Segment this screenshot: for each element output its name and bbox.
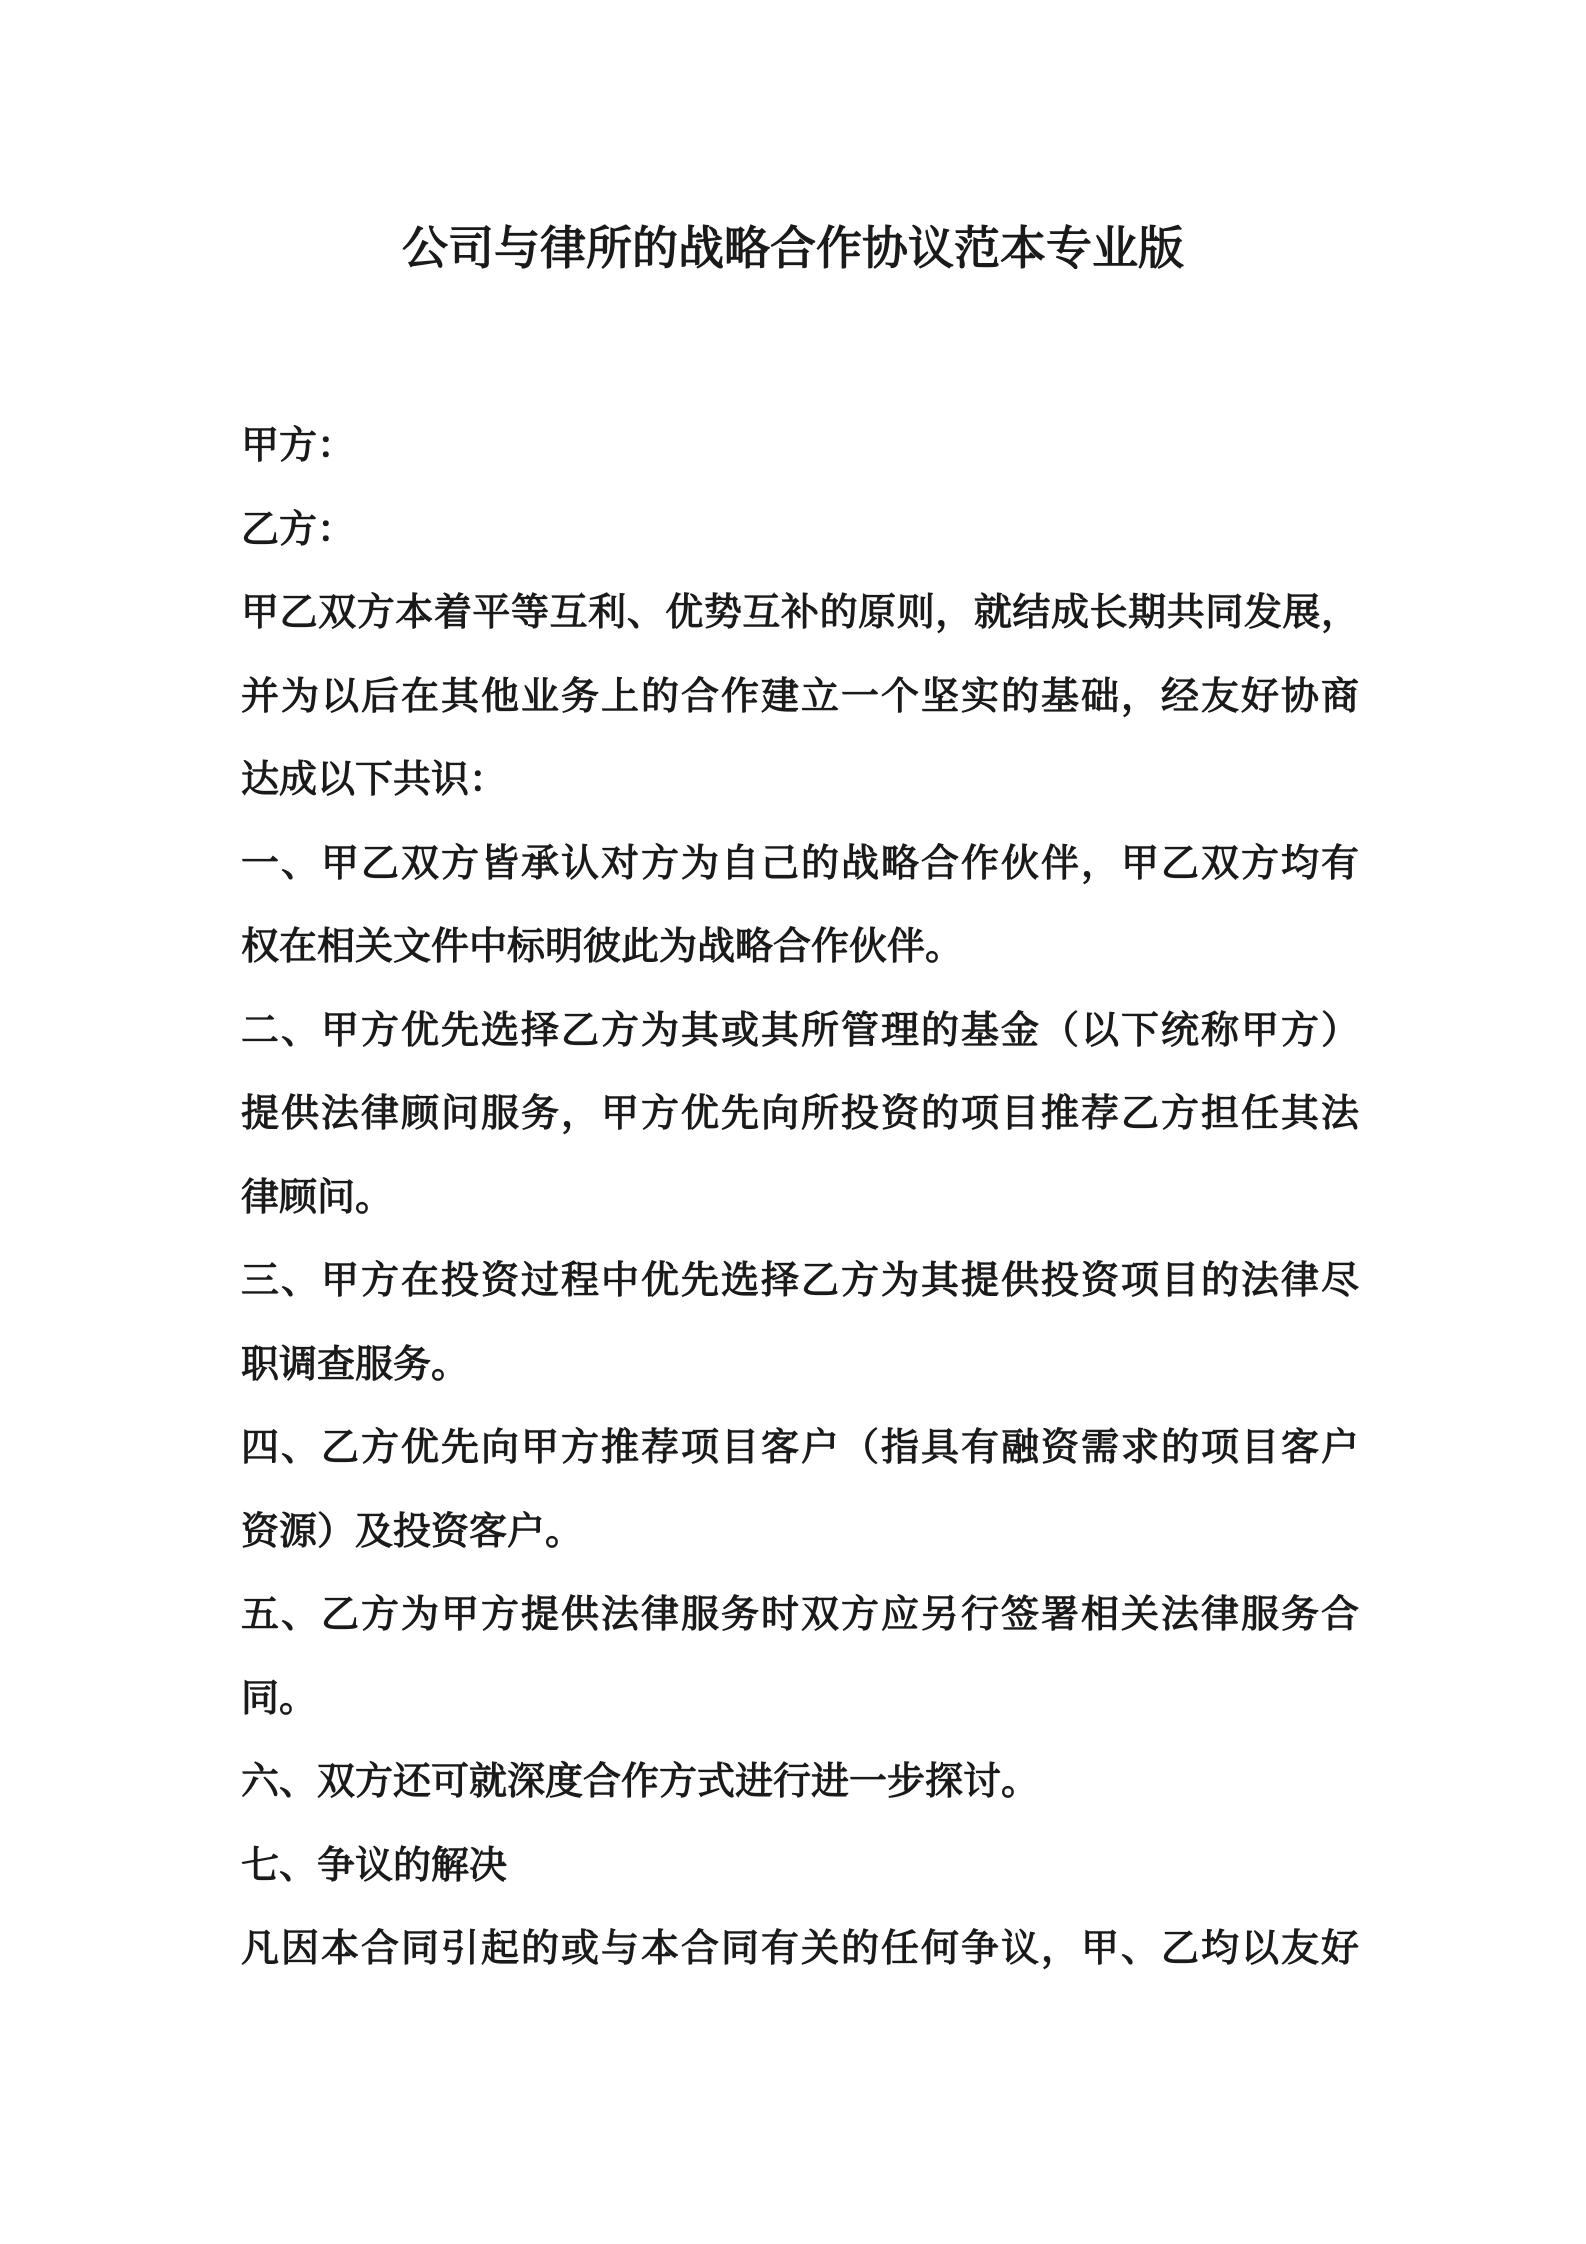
document-title: 公司与律所的战略合作协议范本专业版: [402, 221, 1184, 275]
clause-line: 一、甲乙双方皆承认对方为自己的战略合作伙伴，甲乙双方均有: [241, 840, 1359, 885]
clause-line: 提供法律顾问服务，甲方优先向所投资的项目推荐乙方担任其法: [241, 1091, 1359, 1135]
document-body: [241, 404, 1359, 1991]
clause-line: 三、甲方在投资过程中优先选择乙方为其提供投资项目的法律尽: [241, 1258, 1359, 1302]
party-b-label: 乙方：: [241, 506, 356, 551]
clause-line: 五、乙方为甲方提供法律服务时双方应另行签署相关法律服务合: [241, 1592, 1359, 1636]
paragraph-line: 甲乙双方本着平等互利、优势互补的原则，就结成长期共同发展，: [241, 590, 1359, 634]
clause-line: 六、双方还可就深度合作方式进行进一步探讨。: [241, 1759, 1040, 1803]
clause-line: 职调查服务。: [241, 1341, 470, 1386]
party-a-label: 甲方：: [241, 423, 356, 467]
clause-line: 律顾问。: [241, 1174, 394, 1219]
paragraph-line: 并为以后在其他业务上的合作建立一个坚实的基础，经友好协商: [241, 673, 1359, 718]
clause-heading: 七、争议的解决: [241, 1842, 508, 1887]
clause-line: 二、甲方优先选择乙方为其或其所管理的基金（以下统称甲方）: [241, 1007, 1359, 1052]
clause-line: 凡因本合同引起的或与本合同有关的任何争议，甲、乙均以友好: [241, 1926, 1359, 1970]
clause-line: 同。: [241, 1675, 318, 1720]
clause-line: 四、乙方优先向甲方推荐项目客户（指具有融资需求的项目客户: [241, 1425, 1359, 1469]
clause-line: 权在相关文件中标明彼此为战略合作伙伴。: [241, 924, 964, 968]
paragraph-line: 达成以下共识：: [241, 757, 508, 801]
clause-line: 资源）及投资客户。: [241, 1508, 584, 1553]
